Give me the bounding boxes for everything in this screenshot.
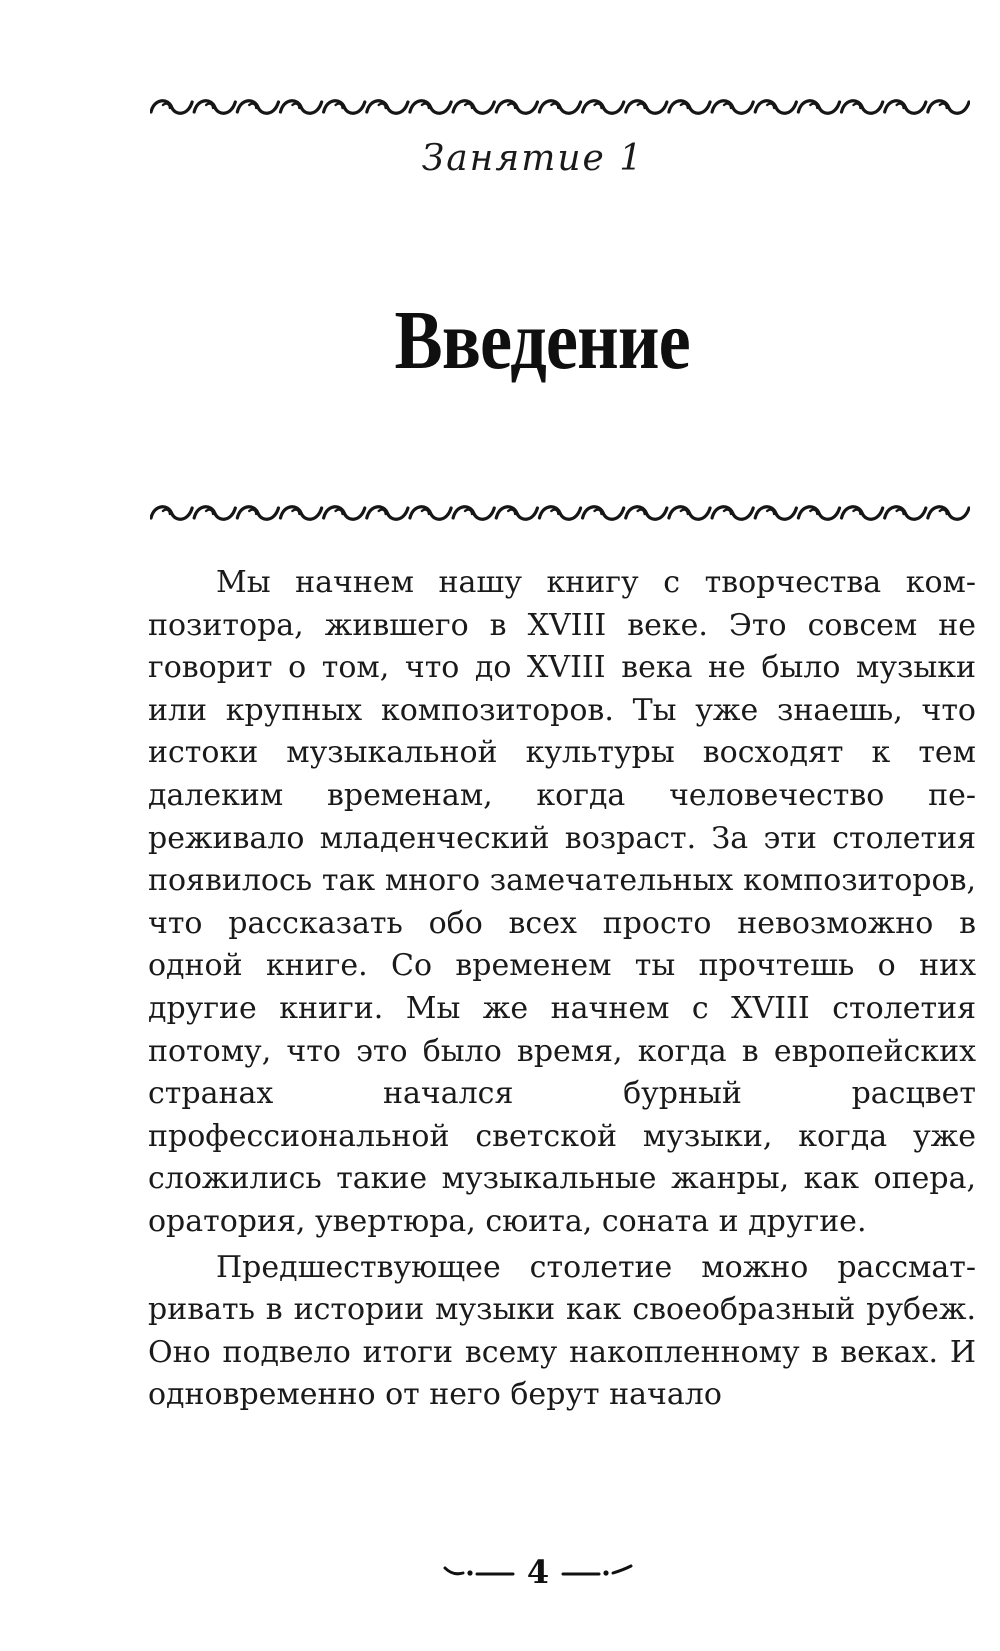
- paragraph-2: Предшествующее столетие можно рассматривать в истории музыки как своеобразный рубеж. Оно подвело итоги всему накопленному в веках. И одновременно от него берут начало: [148, 1249, 976, 1413]
- wave-ornament-top: [150, 92, 970, 122]
- paragraph-1: Мы начнем нашу книгу с творчества композитора, жившего в XVIII веке. Это совсем не говорит о том, что до XVIII века не было музыки или крупных композиторов. Ты уже знаешь, что истоки музыкальной культуры восходят к тем далеким временам, когда человечество переживало младенческий возраст. За эти столетия появилось так много замечательных композиторов, что рассказать обо всех просто невозможно в одной книге. Со временем ты прочтешь о них другие книги. Мы же начнем с XVIII столетия потому, что это было время, когда в европейских странах начался бурный расцвет профессиональной светской музыки, когда уже сложились такие музыкальные жанры, как опера, оратория, увертюра, сюита, соната и другие.: [148, 565, 976, 1239]
- page-number: 4: [526, 1553, 550, 1591]
- lesson-label: Занятие 1: [421, 138, 645, 179]
- flourish-left-icon: [443, 1562, 515, 1582]
- wave-ornament-bottom: [150, 498, 970, 528]
- flourish-right-icon: [561, 1562, 633, 1582]
- page-footer: [0, 1552, 1000, 1592]
- chapter-title: Введение: [394, 294, 690, 387]
- body-text: [148, 562, 976, 1417]
